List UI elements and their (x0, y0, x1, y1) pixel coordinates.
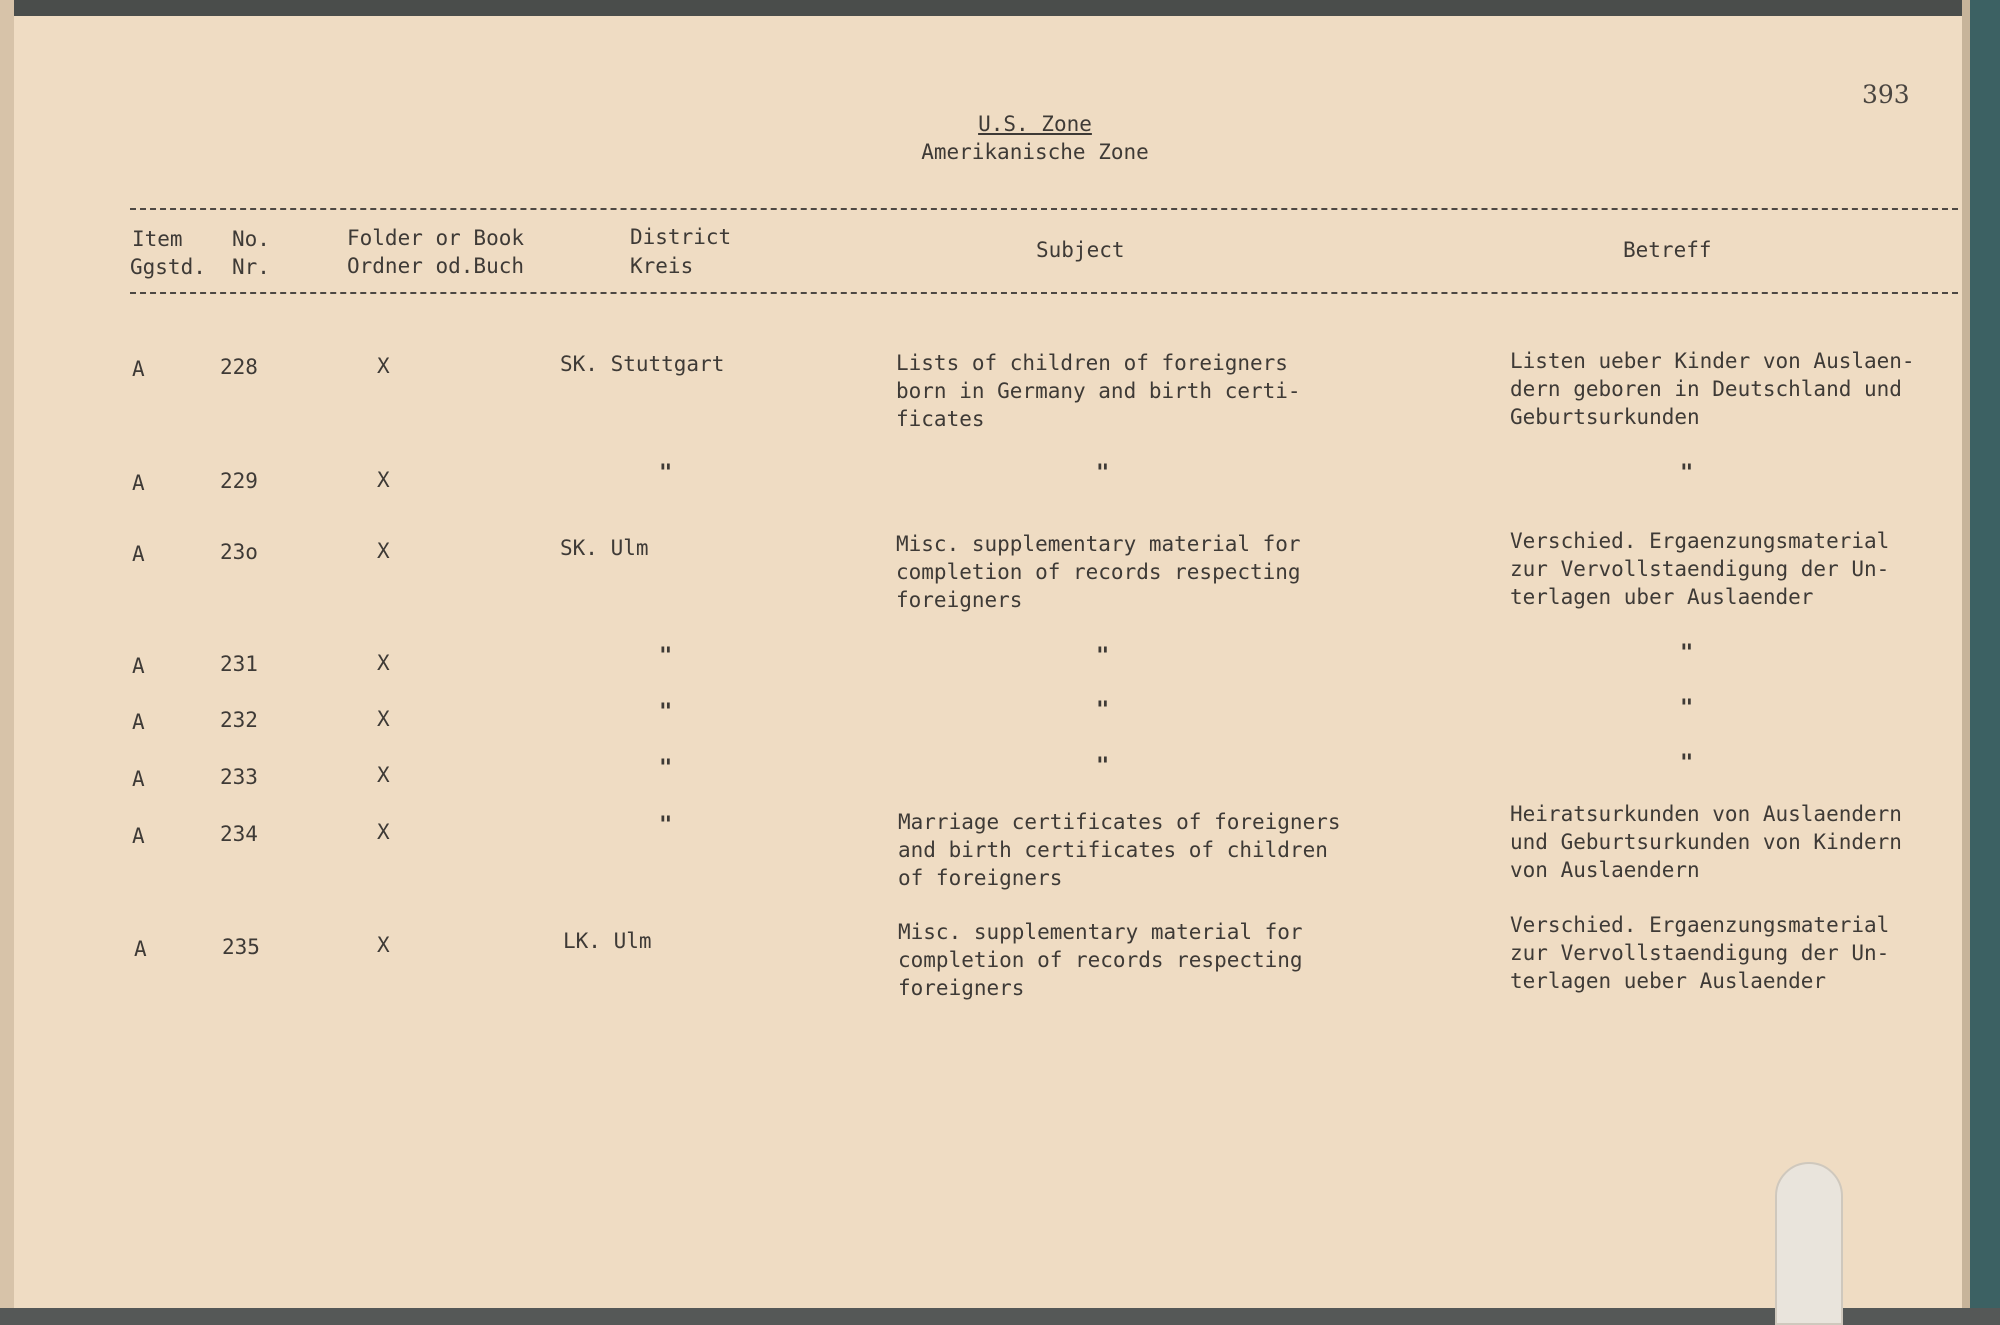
header-folder-en: Folder or Book (347, 226, 525, 250)
row-betreff-line: terlagen ueber Auslaender (1510, 969, 1827, 993)
row-betreff-line: Verschied. Ergaenzungsmaterial (1510, 913, 1890, 937)
row-number: 232 (220, 708, 258, 732)
title-english: U.S. Zone (978, 112, 1092, 136)
row-item: A (132, 357, 145, 381)
row-district-ditto: " (659, 700, 673, 725)
row-subject-line: completion of records respecting (896, 560, 1301, 584)
row-subject-line: born in Germany and birth certi- (896, 379, 1301, 403)
header-bottom-rule (130, 292, 1958, 294)
title-german: Amerikanische Zone (921, 140, 1149, 164)
row-district: LK. Ulm (563, 929, 652, 953)
row-folder-mark: X (377, 539, 390, 563)
header-top-rule (130, 208, 1958, 210)
row-folder-mark: X (377, 468, 390, 492)
header-district-en: District (630, 225, 732, 249)
row-district-ditto: " (659, 644, 673, 669)
header-subject: Subject (1036, 238, 1125, 262)
row-district-ditto: " (659, 461, 673, 486)
row-betreff-line: zur Vervollstaendigung der Un- (1510, 941, 1890, 965)
row-subject-line: ficates (896, 407, 985, 431)
row-folder-mark: X (377, 933, 390, 957)
row-betreff-ditto: " (1680, 751, 1694, 776)
page-number: 393 (1862, 80, 1910, 109)
row-folder-mark: X (377, 707, 390, 731)
binder-bottom-edge (0, 1308, 2000, 1325)
row-district: SK. Ulm (560, 536, 649, 560)
row-number: 228 (220, 355, 258, 379)
row-number: 233 (220, 765, 258, 789)
row-betreff-ditto: " (1680, 461, 1694, 486)
row-number: 235 (222, 935, 260, 959)
row-betreff-line: Geburtsurkunden (1510, 405, 1700, 429)
row-folder-mark: X (377, 763, 390, 787)
binder-top-edge (0, 0, 2000, 16)
row-subject-ditto: " (1096, 644, 1110, 669)
header-no-en: No. (232, 227, 270, 251)
row-subject-line: foreigners (898, 976, 1025, 1000)
row-betreff-line: terlagen uber Auslaender (1510, 585, 1814, 609)
row-betreff-line: Heiratsurkunden von Auslaendern (1510, 802, 1902, 826)
row-subject-line: Lists of children of foreigners (896, 351, 1288, 375)
row-betreff-ditto: " (1680, 641, 1694, 666)
row-item: A (132, 824, 145, 848)
row-subject-line: foreigners (896, 588, 1023, 612)
row-number: 231 (220, 652, 258, 676)
row-district-ditto: " (659, 756, 673, 781)
row-betreff-line: Verschied. Ergaenzungsmaterial (1510, 529, 1890, 553)
page-title (880, 110, 1190, 166)
row-subject-line: Misc. supplementary material for (898, 920, 1303, 944)
row-item: A (134, 937, 147, 961)
row-subject-ditto: " (1096, 698, 1110, 723)
row-folder-mark: X (377, 354, 390, 378)
binder-left-edge (0, 0, 14, 1325)
row-betreff-line: und Geburtsurkunden von Kindern (1510, 830, 1902, 854)
row-number: 23o (220, 540, 258, 564)
row-district-ditto: " (659, 813, 673, 838)
row-subject-ditto: " (1096, 754, 1110, 779)
header-district-de: Kreis (630, 254, 694, 278)
row-number: 234 (220, 822, 258, 846)
row-subject-line: of foreigners (898, 866, 1063, 890)
row-betreff-line: zur Vervollstaendigung der Un- (1510, 557, 1890, 581)
row-folder-mark: X (377, 820, 390, 844)
row-item: A (132, 767, 145, 791)
header-no-de: Nr. (232, 255, 270, 279)
binder-clip (1775, 1162, 1843, 1325)
row-subject-line: Marriage certificates of foreigners (898, 810, 1341, 834)
row-subject-line: and birth certificates of children (898, 838, 1328, 862)
row-number: 229 (220, 469, 258, 493)
header-item-de: Ggstd. (130, 255, 206, 279)
row-betreff-ditto: " (1680, 696, 1694, 721)
binder-right-edge (1962, 0, 2000, 1325)
header-item-en: Item (132, 227, 183, 251)
row-betreff-line: dern geboren in Deutschland und (1510, 377, 1902, 401)
header-folder-de: Ordner od.Buch (347, 254, 525, 278)
row-item: A (132, 471, 145, 495)
row-subject-ditto: " (1096, 461, 1110, 486)
row-subject-line: Misc. supplementary material for (896, 532, 1301, 556)
row-district: SK. Stuttgart (560, 352, 725, 376)
row-folder-mark: X (377, 651, 390, 675)
row-item: A (132, 710, 145, 734)
header-betreff: Betreff (1623, 238, 1712, 262)
row-betreff-line: von Auslaendern (1510, 858, 1700, 882)
row-betreff-line: Listen ueber Kinder von Auslaen- (1510, 349, 1915, 373)
row-subject-line: completion of records respecting (898, 948, 1303, 972)
row-item: A (132, 654, 145, 678)
row-item: A (132, 542, 145, 566)
